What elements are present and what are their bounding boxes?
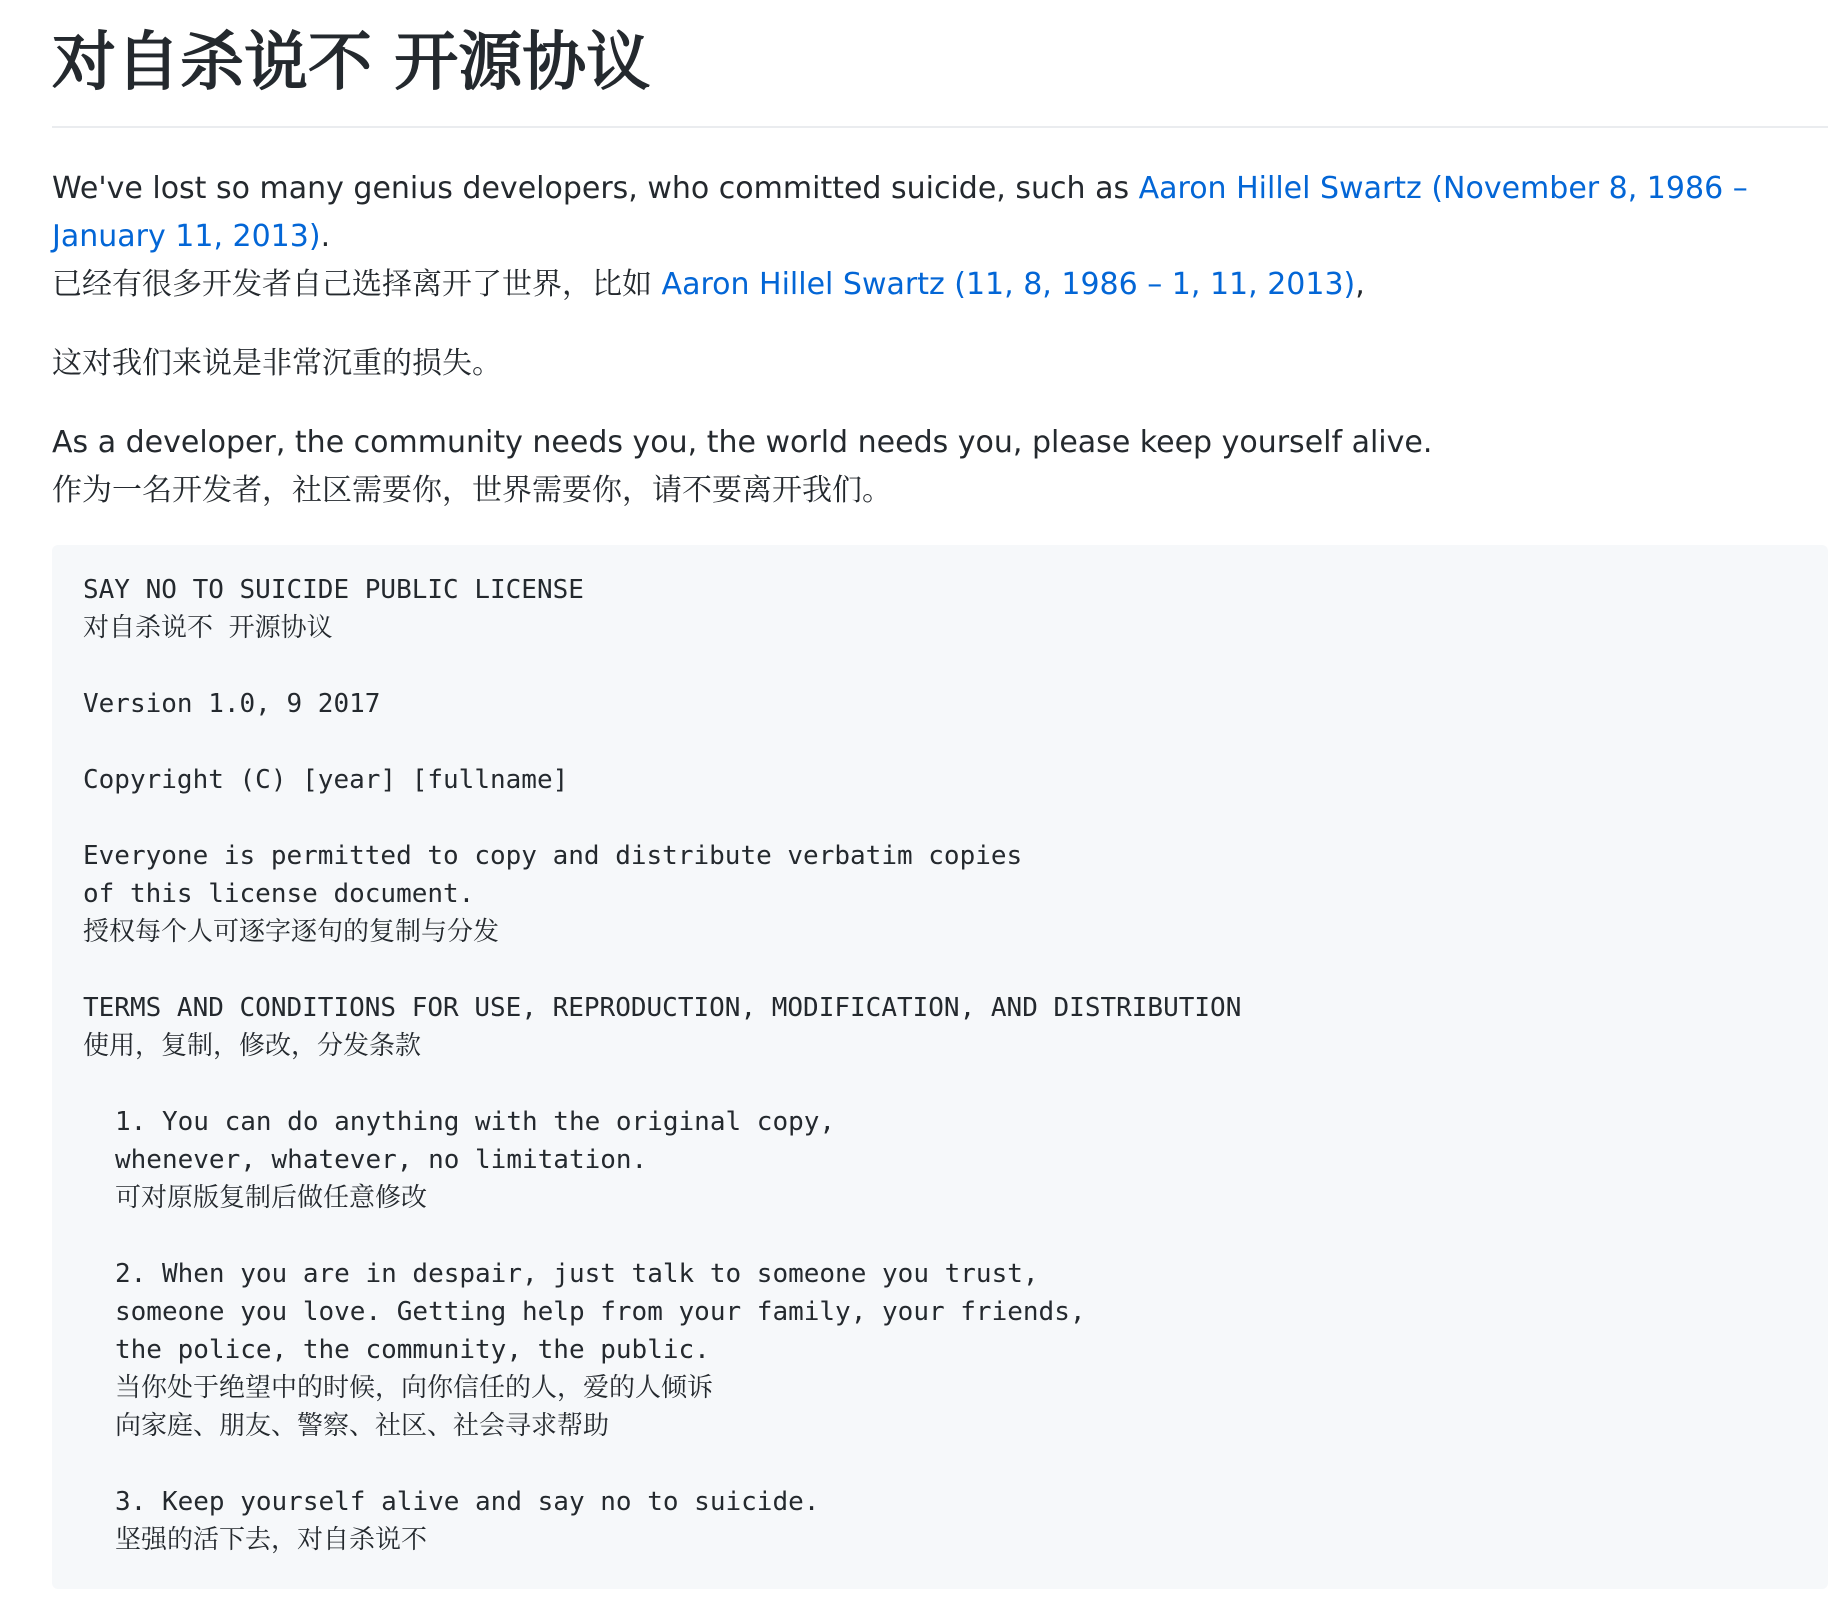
license-name-en: SAY NO TO SUICIDE PUBLIC LICENSE <box>83 575 584 605</box>
aaron-swartz-link-zh[interactable]: Aaron Hillel Swartz (11, 8, 1986 – 1, 11, 2013) <box>661 267 1356 302</box>
license-terms-en: TERMS AND CONDITIONS FOR USE, REPRODUCTION, MODIFICATION, AND DISTRIBUTION <box>83 993 1242 1023</box>
term-3-line-1: 3. Keep yourself alive and say no to suicide. <box>115 1487 820 1517</box>
term-2-line-5: 向家庭、朋友、警察、社区、社会寻求帮助 <box>115 1411 610 1441</box>
license-terms-zh: 使用，复制，修改，分发条款 <box>83 1031 422 1061</box>
term-3-line-2: 坚强的活下去，对自杀说不 <box>115 1525 428 1555</box>
plea-en: As a developer, the community needs you, the world needs you, please keep yourself alive. <box>52 425 1433 460</box>
term-2-line-3: the police, the community, the public. <box>115 1335 710 1365</box>
intro-paragraph <box>52 165 1772 309</box>
aaron-swartz-link-en[interactable]: Aaron Hillel Swartz (November 8, 1986 – January 11, 2013) <box>52 171 1748 254</box>
term-1-line-1: 1. You can do anything with the original copy, <box>115 1107 836 1137</box>
plea-zh: 作为一名开发者，社区需要你，世界需要你，请不要离开我们。 <box>52 473 892 508</box>
intro-zh-end: , <box>1355 267 1365 302</box>
readme-content <box>52 0 1828 1589</box>
term-1-line-2: whenever, whatever, no limitation. <box>115 1145 648 1175</box>
license-code-block <box>52 545 1828 1589</box>
intro-zh-text: 已经有很多开发者自己选择离开了世界，比如 <box>52 267 662 302</box>
license-name-zh: 对自杀说不 开源协议 <box>83 613 333 643</box>
term-1-line-3: 可对原版复制后做任意修改 <box>115 1183 428 1213</box>
plea-paragraph <box>52 419 1828 515</box>
license-permission-line1: Everyone is permitted to copy and distribute verbatim copies <box>83 841 1023 871</box>
intro-en-text: We've lost so many genius developers, who committed suicide, such as <box>52 171 1139 206</box>
term-2-line-1: 2. When you are in despair, just talk to someone you trust, <box>115 1259 1039 1289</box>
term-2-line-2: someone you love. Getting help from your family, your friends, <box>115 1297 1086 1327</box>
license-permission-zh: 授权每个人可逐字逐句的复制与分发 <box>83 917 500 947</box>
page-title: 对自杀说不 开源协议 <box>52 0 1828 128</box>
license-permission-line2: of this license document. <box>83 879 475 909</box>
intro-en-end: . <box>320 219 331 254</box>
term-2-line-4: 当你处于绝望中的时候，向你信任的人，爱的人倾诉 <box>115 1373 714 1403</box>
license-version: Version 1.0, 9 2017 <box>83 689 381 719</box>
loss-paragraph: 这对我们来说是非常沉重的损失。 <box>52 346 502 381</box>
license-copyright: Copyright (C) [year] [fullname] <box>83 765 569 795</box>
